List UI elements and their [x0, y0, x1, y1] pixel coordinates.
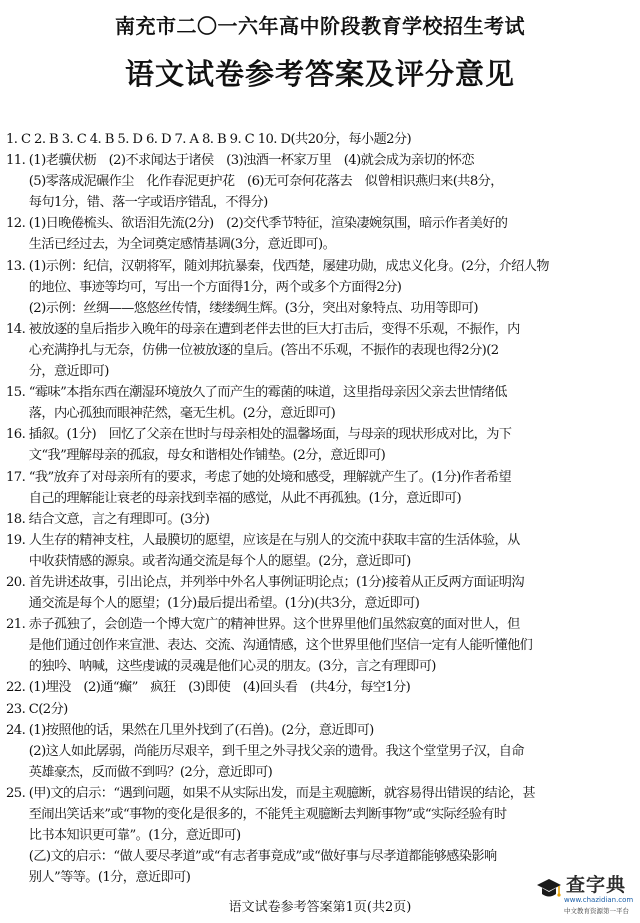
- answer-line: (5)零落成泥碾作尘 化作春泥更护花 (6)无可奈何花落去 似曾相识燕归来(共8分，: [28, 174, 503, 190]
- answer-line: 通交流是每个人的愿望；(1分)最后提出希望。(1分)(共3分，意近即可): [28, 596, 420, 612]
- answer-number: 24.: [6, 722, 29, 738]
- answer-line: 分，意近即可): [28, 364, 109, 380]
- answer-line: 1. C 2. B 3. C 4. B 5. D 6. D 7. A 8. B 9. C 10. D(共20分，每小题2分): [6, 132, 412, 147]
- answer-number: 14.: [6, 321, 29, 337]
- answer-line: 赤子孤独了，会创造一个博大宽广的精神世界。这个世界里他们虽然寂寞的面对世人，但: [28, 617, 520, 633]
- answer-line: 被放逐的皇后指步入晚年的母亲在遭到老伴去世的巨大打击后，变得不乐观，不振作，内: [28, 321, 520, 337]
- answer-subline: (乙)文的启示：“做人要尽孝道”或“有志者事竟成”或“做好事与尽孝道都能够感染影响: [28, 849, 497, 865]
- answer-line: 的地位、事迹等均可，写出一个方面得1分，两个或多个方面得2分): [28, 279, 402, 295]
- answer-line: 比书本知识更可靠”。(1分，意近即可): [28, 828, 241, 844]
- site-watermark-logo: [536, 868, 636, 920]
- answer-number: 11.: [6, 153, 29, 169]
- answer-item: [6, 720, 634, 783]
- answer-subline: 别人”等等。(1分，意近即可): [28, 870, 191, 886]
- answer-line: (1)老骥伏枥 (2)不求闻达于诸侯 (3)浊酒一杯家万里 (4)就会成为亲切的怀恋: [28, 153, 474, 169]
- answer-number: 19.: [6, 532, 29, 548]
- answer-line: 至闹出笑话来”或“事物的变化是很多的，不能凭主观臆断去判断事物”或“实际经验有时: [28, 807, 507, 822]
- answer-line: 中收获情感的源泉。或者沟通交流是每个人的愿望。(2分，意近即可): [28, 553, 411, 569]
- answer-line: (1)按照他的话，果然在几里外找到了(石兽)。(2分，意近即可): [28, 722, 374, 738]
- answer-number: 12.: [6, 216, 29, 232]
- answer-item: [6, 319, 634, 382]
- answer-subline: 英雄豪杰，反而做不到吗？(2分，意近即可): [28, 764, 273, 780]
- answer-item: [6, 509, 634, 530]
- answer-line: 心充满挣扎与无奈，仿佛一位被放逐的皇后。(答出不乐观，不振作的表现也得2分)(2: [28, 342, 499, 358]
- answer-line: 首先讲述故事，引出论点，并列举中外名人事例证明论点；(1分)接着从正反两方面证明沟: [28, 574, 524, 590]
- exam-title: 南充市二〇一六年高中阶段教育学校招生考试: [115, 14, 525, 38]
- answer-item: [6, 699, 634, 720]
- answer-number: 16.: [6, 427, 29, 443]
- answer-item: [6, 467, 634, 509]
- answer-item: [6, 572, 634, 614]
- answer-line: 每句1分，错、落一字或语序错乱，不得分): [28, 195, 268, 211]
- answer-number: 22.: [6, 680, 29, 696]
- answer-line: 落，内心孤独而眼神茫然，毫无生机。(2分，意近即可): [28, 406, 336, 422]
- answer-item: [6, 382, 634, 424]
- answer-line: (1)埋没 (2)通“癫” 疯狂 (3)即使 (4)回头看 (共4分，每空1分): [28, 680, 411, 696]
- answer-number: 23.: [6, 701, 29, 717]
- answer-line: 生活已经过去，为全词奠定感情基调(3分，意近即可)。: [28, 237, 336, 253]
- answer-number: 18.: [6, 511, 29, 527]
- answer-line: “霉味”本指东西在潮湿环境放久了而产生的霉菌的味道，这里指母亲因父亲去世情绪低: [28, 385, 507, 401]
- answer-number: 20.: [6, 574, 29, 590]
- answer-line: 结合文意，言之有理即可。(3分): [28, 511, 210, 527]
- answer-line: (1)示例：纪信，汉朝将军，随刘邦抗暴秦，伐西楚，屡建功勋，成忠义化身。(2分，介绍人物: [28, 258, 549, 274]
- answer-line: C(2分): [28, 701, 68, 717]
- answer-line: (1)日晚倦梳头、欲语泪先流(2分) (2)交代季节特征，渲染凄婉氛围，暗示作者美好的: [28, 216, 508, 232]
- answer-item: [6, 129, 634, 150]
- answer-line: 文“我”理解母亲的孤寂，母女和谐相处作铺垫。(2分，意近即可): [28, 448, 386, 464]
- document-subtitle: 语文试卷参考答案及评分意见: [124, 57, 515, 91]
- watermark-url: www.chazidian.com: [564, 896, 634, 904]
- page-footer: 语文试卷参考答案第1页(共2页): [228, 900, 412, 915]
- answer-item: [6, 150, 634, 213]
- answer-number: 21.: [6, 617, 29, 633]
- answer-item: [6, 424, 634, 466]
- answer-line: 人生存的精神支柱，人最膜切的愿望，应该是在与别人的交流中获取丰富的生活体验，从: [28, 532, 520, 548]
- answer-item: [6, 213, 634, 255]
- answer-list: [6, 129, 634, 888]
- answer-number: 15.: [6, 385, 29, 401]
- answer-line: 是他们通过创作来宣泄、表达、交流、沟通情感，这个世界里他们坚信一定有人能听懂他们: [28, 638, 533, 654]
- answer-number: 17.: [6, 469, 29, 485]
- answer-line: (甲)文的启示：“遇到问题，如果不从实际出发，而是主观臆断，就容易得出错误的结论，甚: [28, 785, 535, 801]
- watermark-slogan: 中文教育资源第一平台: [564, 907, 629, 915]
- watermark-name: 查字典: [566, 874, 627, 896]
- answer-line: 自己的理解能让衰老的母亲找到幸福的感觉，从此不再孤独。(1分，意近即可): [28, 490, 462, 506]
- answer-line: “我”放弃了对母亲所有的要求，考虑了她的处境和感受，理解就产生了。(1分)作者希望: [28, 469, 512, 485]
- answer-item: [6, 614, 634, 677]
- graduation-cap-icon: [536, 878, 562, 900]
- answer-number: 25.: [6, 785, 29, 801]
- answer-subline: (2)示例：丝绸——悠悠丝传情，缕缕绸生辉。(3分，突出对象特点、功用等即可): [28, 300, 478, 316]
- answer-line: 的独吟、呐喊，这些虔诚的灵魂是他们心灵的朋友。(3分，言之有理即可): [28, 659, 436, 675]
- answer-item: [6, 677, 634, 698]
- answer-item: [6, 256, 634, 319]
- answer-line: 插叙。(1分) 回忆了父亲在世时与母亲相处的温馨场面，与母亲的现状形成对比，为下: [28, 427, 512, 443]
- answer-number: 13.: [6, 258, 29, 274]
- answer-item: [6, 530, 634, 572]
- answer-subline: (2)这人如此孱弱，尚能历尽艰辛，到千里之外寻找父亲的遗骨。我这个堂堂男子汉，自命: [28, 743, 524, 759]
